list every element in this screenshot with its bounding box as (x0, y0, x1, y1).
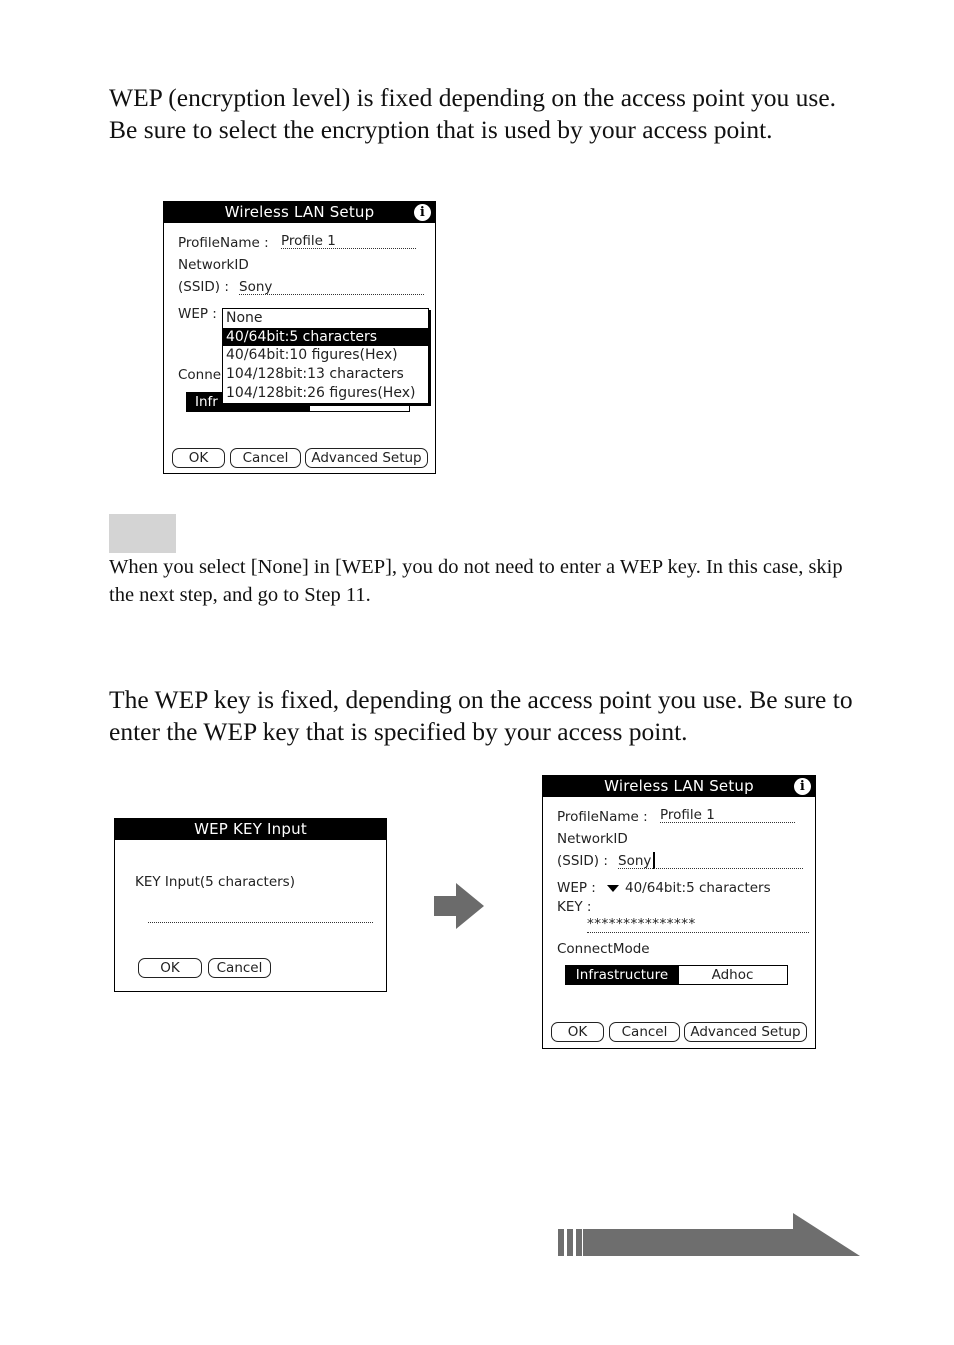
note-marker (109, 514, 176, 553)
key-underline (587, 932, 809, 933)
profile-name-label: ProfileName : (557, 809, 648, 825)
ok-button[interactable]: OK (172, 448, 225, 468)
dialog-title (543, 776, 815, 797)
network-id-label: NetworkID (178, 257, 249, 273)
triangle-down-icon (607, 885, 619, 892)
ssid-value[interactable]: Sony (239, 279, 273, 295)
cancel-button[interactable]: Cancel (208, 958, 271, 978)
text-cursor (653, 852, 655, 869)
key-input-field[interactable] (148, 922, 373, 923)
advanced-setup-button[interactable]: Advanced Setup (305, 448, 428, 468)
note-text: When you select [None] in [WEP], you do not need to enter a WEP key. In this case, skip the next step, and go to Step 11. (109, 556, 843, 606)
wep-option-104-128bit-13-characters[interactable]: 104/128bit:13 characters (226, 366, 404, 383)
profile-name-underline (660, 822, 795, 823)
intro-paragraph: WEP (encryption level) is fixed depending on the access point you use. Be sure to select the encryption that is used by your access point. (109, 83, 837, 144)
wep-option-40-64bit-5-characters[interactable]: 40/64bit:5 characters (223, 328, 428, 347)
profile-name-underline (281, 248, 416, 249)
wep-label: WEP : (178, 306, 217, 322)
cancel-button[interactable]: Cancel (609, 1022, 680, 1042)
adhoc-segment[interactable]: Adhoc (677, 965, 788, 985)
wep-option-none[interactable]: None (226, 310, 263, 326)
connect-mode-label-partial: Conne (178, 367, 222, 383)
profile-name-value[interactable]: Profile 1 (281, 233, 336, 249)
info-icon[interactable]: i (794, 778, 811, 795)
right-arrow-icon (434, 883, 486, 929)
wep-dropdown-trigger[interactable] (607, 880, 771, 896)
dialog-title-text: Wireless LAN Setup (604, 777, 754, 795)
key-input-prompt: KEY Input(5 characters) (135, 874, 295, 890)
wep-label: WEP : (557, 880, 596, 896)
profile-name-label: ProfileName : (178, 235, 269, 251)
wep-dropdown-list (222, 308, 429, 404)
ssid-label: (SSID) : (178, 279, 229, 295)
wep-key-input-dialog (114, 818, 387, 992)
wep-option-104-128bit-26-figures-hex[interactable]: 104/128bit:26 figures(Hex) (226, 384, 416, 401)
infrastructure-segment-partial[interactable]: Infr (187, 393, 310, 411)
wireless-lan-setup-screen-1 (163, 201, 436, 474)
key-value[interactable]: *************** (587, 916, 696, 932)
info-icon[interactable]: i (414, 204, 431, 221)
key-label: KEY : (557, 899, 592, 915)
network-id-label: NetworkID (557, 831, 628, 847)
connect-mode-label: ConnectMode (557, 941, 650, 957)
advanced-setup-button[interactable]: Advanced Setup (684, 1022, 807, 1042)
infrastructure-segment[interactable]: Infrastructure (565, 965, 679, 985)
wep-option-40-64bit-10-figures-hex[interactable]: 40/64bit:10 figures(Hex) (226, 347, 398, 364)
continued-arrow-icon (558, 1213, 860, 1258)
ssid-underline (618, 868, 803, 869)
profile-name-value[interactable]: Profile 1 (660, 807, 715, 823)
ssid-underline (239, 294, 424, 295)
dialog-title-text: Wireless LAN Setup (224, 203, 375, 221)
ssid-value[interactable]: Sony (618, 853, 652, 869)
wireless-lan-setup-screen-2 (542, 775, 816, 1049)
ok-button[interactable]: OK (138, 958, 202, 978)
dialog-title (164, 202, 435, 223)
wep-value: 40/64bit:5 characters (625, 880, 771, 896)
cancel-button[interactable]: Cancel (230, 448, 301, 468)
dialog-title: WEP KEY Input (115, 819, 386, 840)
ok-button[interactable]: OK (551, 1022, 604, 1042)
wep-key-paragraph: The WEP key is fixed, depending on the access point you use. Be sure to enter the WEP key that is specified by your access point. (109, 685, 853, 746)
ssid-label: (SSID) : (557, 853, 608, 869)
